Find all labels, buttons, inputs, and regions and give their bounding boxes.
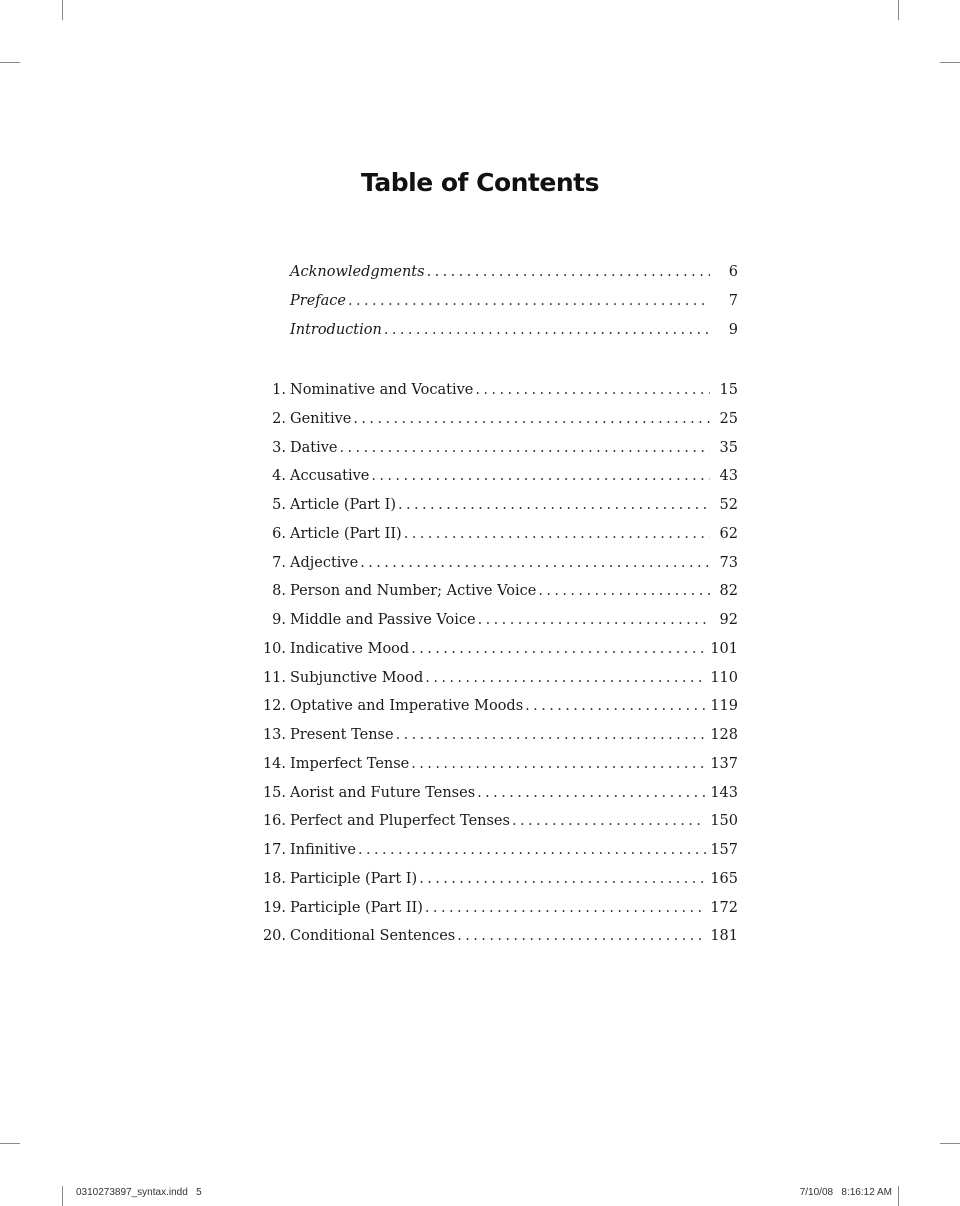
dot-leader: [398, 491, 710, 520]
page-title: Table of Contents: [361, 168, 599, 197]
toc-entry: [260, 376, 738, 405]
toc-entry: [260, 865, 738, 894]
chapter-number: 5.: [272, 497, 286, 513]
crop-mark-left-top: [0, 62, 20, 63]
entry-title: Perfect and Pluperfect Tenses: [290, 813, 510, 830]
slug-timestamp: 7/10/08 8:16:12 AM: [799, 1187, 892, 1198]
page-number: 172: [710, 899, 738, 916]
dot-leader: [411, 750, 706, 779]
page-number: 157: [710, 842, 738, 858]
chapter-number: 16.: [262, 813, 286, 830]
entry-title: Present Tense: [290, 727, 394, 743]
dot-leader: [404, 520, 710, 549]
crop-mark-top-left: [62, 0, 63, 20]
entry-title: Introduction: [290, 321, 382, 338]
chapter-number: 6.: [272, 525, 286, 542]
entry-title: Participle (Part I): [290, 870, 418, 887]
chapter-number: 13.: [262, 727, 286, 743]
page-number: 150: [710, 813, 738, 830]
entry-title: Conditional Sentences: [290, 928, 456, 945]
chapter-number: 14.: [262, 755, 286, 772]
dot-leader: [348, 287, 710, 316]
dot-leader: [371, 462, 710, 491]
dot-leader: [360, 549, 710, 578]
page-number: 181: [710, 928, 738, 945]
toc-entry: [260, 316, 738, 345]
toc-entry: [260, 779, 738, 808]
toc-entry: [260, 577, 738, 606]
entry-title: Aorist and Future Tenses: [290, 784, 476, 801]
entry-title: Participle (Part II): [290, 899, 423, 916]
entry-title: Accusative: [290, 468, 370, 485]
page-number: 92: [719, 612, 738, 628]
toc-entry: [260, 750, 738, 779]
page-number: 119: [710, 698, 738, 715]
toc-entry: [260, 692, 738, 721]
page-number: 25: [719, 410, 738, 427]
chapter-list: [260, 376, 738, 951]
chapter-number: 12.: [262, 698, 286, 715]
chapter-number: 1.: [272, 382, 286, 398]
entry-title: Middle and Passive Voice: [290, 612, 476, 628]
entry-title: Adjective: [290, 554, 359, 571]
crop-mark-right-bottom: [940, 1143, 960, 1144]
toc-entry: [260, 807, 738, 836]
dot-leader: [457, 922, 706, 951]
entry-title: Genitive: [290, 410, 352, 427]
page-number: 35: [719, 439, 738, 456]
entry-title: Infinitive: [290, 842, 356, 858]
chapter-number: 9.: [272, 612, 286, 628]
chapter-number: 7.: [272, 554, 286, 571]
page-number: 73: [719, 554, 738, 571]
toc-entry: [260, 491, 738, 520]
toc-entry: [260, 287, 738, 316]
dot-leader: [396, 721, 707, 750]
chapter-number: 20.: [262, 928, 286, 945]
chapter-number: 15.: [262, 784, 286, 801]
chapter-number: 3.: [272, 439, 286, 456]
dot-leader: [353, 405, 710, 434]
page-number: 128: [710, 727, 738, 743]
page-number: 101: [710, 640, 738, 657]
page-number: 82: [719, 583, 738, 600]
toc-entry: [260, 258, 738, 287]
toc-entry: [260, 434, 738, 463]
chapter-number: 8.: [272, 583, 286, 600]
toc-entry: [260, 894, 738, 923]
page-number: 62: [719, 525, 738, 542]
page-number: 15: [719, 382, 738, 398]
dot-leader: [525, 692, 706, 721]
entry-title: Nominative and Vocative: [290, 382, 474, 398]
entry-title: Optative and Imperative Moods: [290, 698, 524, 715]
entry-title: Preface: [290, 292, 346, 309]
dot-leader: [384, 316, 710, 345]
chapter-number: 19.: [262, 899, 286, 916]
slug-filename: 0310273897_syntax.indd 5: [76, 1187, 202, 1198]
dot-leader: [419, 865, 706, 894]
toc-entry: [260, 836, 738, 865]
toc-entry: [260, 549, 738, 578]
toc-entry: [260, 635, 738, 664]
toc-entry: [260, 922, 738, 951]
crop-mark-bottom-right: [898, 1186, 899, 1206]
crop-mark-right-top: [940, 62, 960, 63]
toc-entry: [260, 462, 738, 491]
chapter-number: 10.: [262, 640, 286, 657]
entry-title: Imperfect Tense: [290, 755, 410, 772]
crop-mark-bottom-left: [62, 1186, 63, 1206]
dot-leader: [425, 664, 706, 693]
page-number: 9: [728, 321, 738, 338]
crop-mark-left-bottom: [0, 1143, 20, 1144]
page-number: 110: [710, 669, 738, 686]
dot-leader: [478, 606, 710, 635]
dot-leader: [340, 434, 710, 463]
page-number: 7: [728, 292, 738, 309]
entry-title: Person and Number; Active Voice: [290, 583, 537, 600]
chapter-number: 17.: [262, 842, 286, 858]
toc-entry: [260, 405, 738, 434]
dot-leader: [538, 577, 710, 606]
chapter-number: 4.: [272, 468, 286, 485]
dot-leader: [477, 779, 706, 808]
chapter-number: 11.: [262, 669, 286, 686]
dot-leader: [512, 807, 706, 836]
entry-title: Indicative Mood: [290, 640, 410, 657]
dot-leader: [475, 376, 710, 405]
page-number: 143: [710, 784, 738, 801]
page-number: 6: [728, 264, 738, 280]
toc-entry: [260, 606, 738, 635]
crop-mark-top-right: [898, 0, 899, 20]
entry-title: Dative: [290, 439, 338, 456]
entry-title: Acknowledgments: [290, 264, 425, 280]
toc-entry: [260, 664, 738, 693]
entry-title: Article (Part I): [290, 497, 396, 513]
dot-leader: [411, 635, 706, 664]
entry-title: Article (Part II): [290, 525, 402, 542]
front-matter-list: [260, 258, 738, 344]
page-number: 52: [719, 497, 738, 513]
page-number: 137: [710, 755, 738, 772]
dot-leader: [358, 836, 706, 865]
toc-entry: [260, 520, 738, 549]
page-number: 43: [719, 468, 738, 485]
page-number: 165: [710, 870, 738, 887]
chapter-number: 2.: [272, 410, 286, 427]
toc-entry: [260, 721, 738, 750]
chapter-number: 18.: [262, 870, 286, 887]
dot-leader: [427, 258, 710, 287]
dot-leader: [425, 894, 706, 923]
entry-title: Subjunctive Mood: [290, 669, 424, 686]
